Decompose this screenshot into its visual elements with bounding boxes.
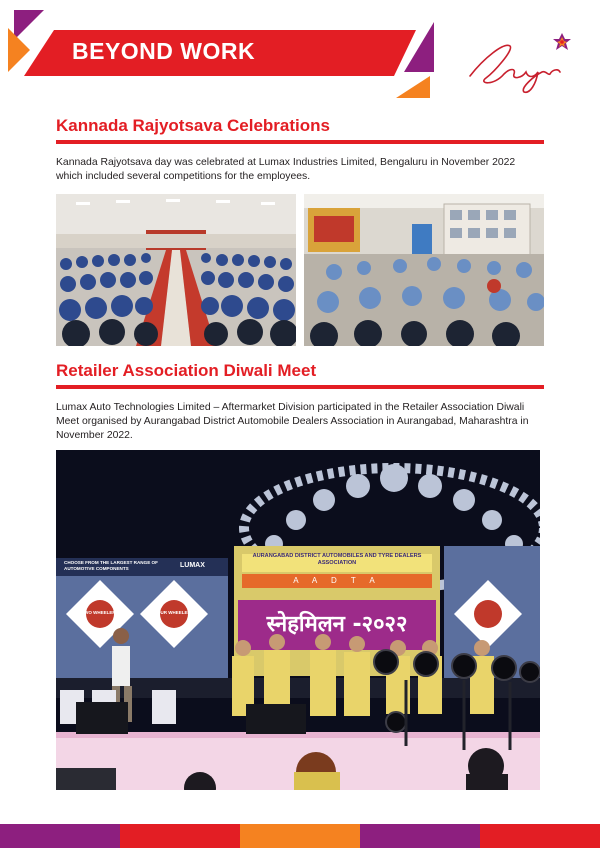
photo-office-gathering (304, 194, 544, 346)
footer-segment (120, 824, 240, 848)
footer-segment (360, 824, 480, 848)
stage-event-name: स्नेहमिलन -२०२२ (266, 612, 408, 637)
footer-color-band (0, 824, 600, 848)
footer-segment (240, 824, 360, 848)
stage-brand-label: LUMAX (180, 562, 205, 569)
flower-star-icon (553, 33, 571, 50)
header-accent-orange (396, 76, 430, 98)
section-title-kannada: Kannada Rajyotsava Celebrations (56, 116, 330, 135)
footer-segment (0, 824, 120, 848)
header-accent-purple (404, 22, 434, 72)
stage-banner-title: AURANGABAD DISTRICT AUTOMOBILES AND TYRE DEALERS ASSOCIATION (252, 553, 422, 566)
lagan-logo (464, 28, 576, 100)
photo-stage-event (56, 450, 540, 790)
stage-board-heading: CHOOSE FROM THE LARGEST RANGE OF AUTOMOTIVE COMPONENTS (64, 560, 158, 571)
section-rule (56, 140, 544, 144)
stage-diamond-label-right: FOUR WHEELERS (154, 610, 194, 615)
stage-diamond-label-left: TWO WHEELERS (81, 610, 119, 615)
stage-banner-subtitle: A A D T A (293, 576, 381, 585)
section-rule (56, 385, 544, 389)
photo-auditorium (56, 194, 296, 346)
section-text-diwali: Lumax Auto Technologies Limited – Aftermarket Division participated in the Retailer Association Diwali Meet organised by Aurangabad District Automobile Dealers Association in Aurangabad, Maharashtra in November 2022. (56, 402, 529, 441)
page-title: BEYOND WORK (72, 38, 256, 64)
header-corner-triangle-orange (8, 28, 30, 72)
section-text-kannada: Kannada Rajyotsava day was celebrated at Lumax Industries Limited, Bengaluru in November 2022 which included several competitions for the employees. (56, 157, 516, 182)
section-title-diwali: Retailer Association Diwali Meet (56, 361, 317, 380)
footer-segment (480, 824, 600, 848)
